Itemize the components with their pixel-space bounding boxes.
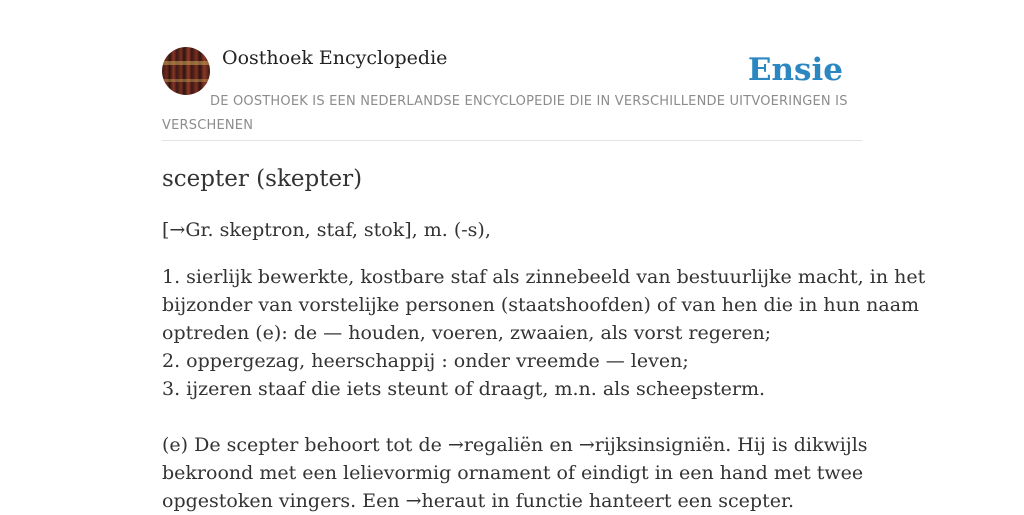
definition-line: optreden (e): de — houden, voeren, zwaaien, als vorst regeren; [162,322,772,344]
note-text: in functie hanteert een scepter. [485,490,795,512]
note-text: (e) De scepter behoort tot de [162,434,448,456]
definitions [162,263,926,403]
note-text: opgestoken vingers. Een [162,490,406,512]
site-tagline: DE OOSTHOEK IS EEN NEDERLANDSE ENCYCLOPEDIE DIE IN VERSCHILLENDE UITVOERINGEN IS VERSCHENEN [162,94,848,133]
note-line [162,487,862,515]
definition-line: 1. sierlijk bewerkte, kostbare staf als zinnebeeld van bestuurlijke macht, in het [162,266,926,288]
link-regalien[interactable]: →regaliën [447,434,544,456]
link-heraut[interactable]: →heraut [405,490,486,512]
encyclopedic-note [162,431,868,515]
site-header [162,46,862,141]
note-line [162,431,868,459]
encyclopedia-books-avatar[interactable] [162,47,210,95]
site-title[interactable]: Oosthoek Encyclopedie [222,47,448,69]
etymology-prefix: [ [162,219,170,241]
definition-line: bijzonder van vorstelijke personen (staatshoofden) of van hen die in hun naam [162,294,920,316]
link-rijksinsignien[interactable]: →rijksinsigniën [578,434,726,456]
note-text: . Hij is dikwijls [725,434,868,456]
etymology-rest: , staf, stok], m. (-s), [304,219,491,241]
etymology [162,216,491,244]
note-line: bekroond met een lelievormig ornament of eindigt in een hand met twee [162,462,864,484]
definition-line: 3. ijzeren staaf die iets steunt of draagt, m.n. als scheepsterm. [162,378,766,400]
definition-line: 2. oppergezag, heerschappij : onder vreemde — leven; [162,350,689,372]
entry-title: scepter (skepter) [162,166,363,192]
etymology-link[interactable]: →Gr. skeptron [169,219,305,241]
note-text: en [543,434,579,456]
ensie-logo[interactable]: Ensie [747,52,843,88]
